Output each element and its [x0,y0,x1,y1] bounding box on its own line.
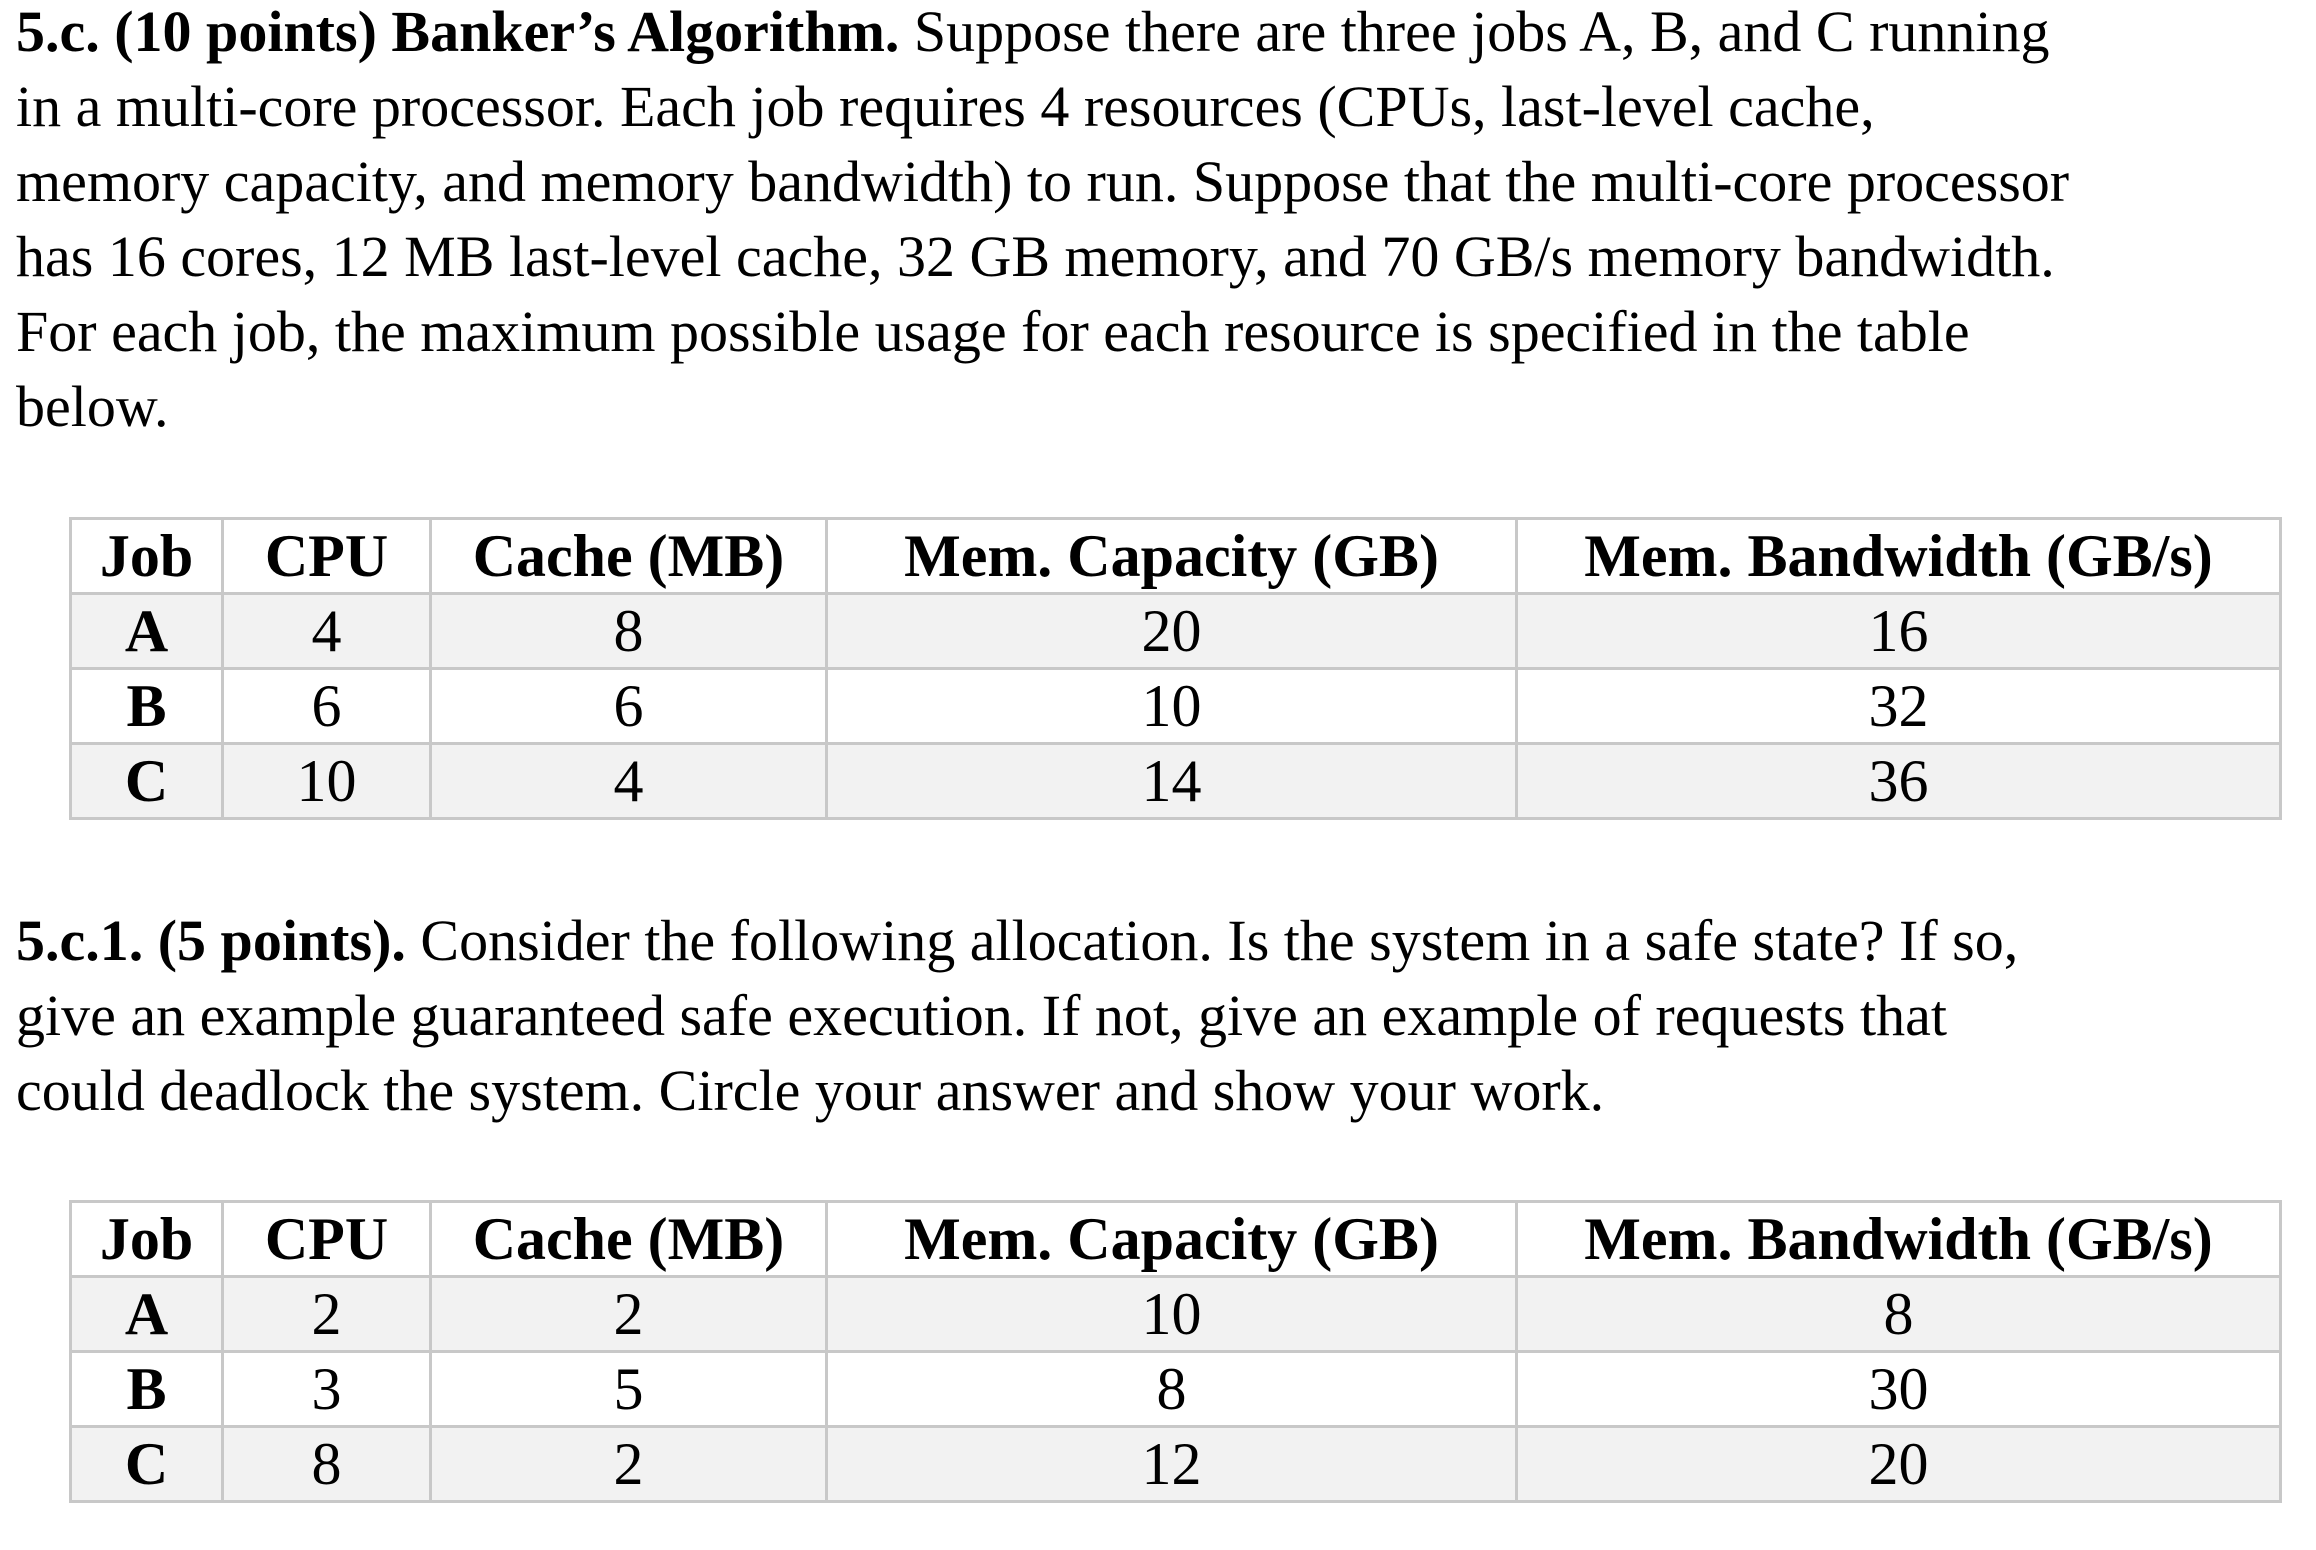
question-heading: 5.c.1. (5 points). [16,908,406,973]
intro-line-3: memory capacity, and memory bandwidth) to run. Suppose that the multi-core processor [16,149,2070,214]
table-header-row [71,1202,2281,1277]
mem-bandwidth-cell: 16 [1517,594,2281,669]
question-line-1 [16,903,2316,978]
max-usage-table [69,517,2282,820]
cache-cell: 2 [431,1277,827,1352]
cache-cell: 8 [431,594,827,669]
cache-cell: 5 [431,1352,827,1427]
cpu-cell: 3 [223,1352,431,1427]
job-cell: B [71,1352,223,1427]
allocation-table [69,1200,2282,1503]
cache-cell: 2 [431,1427,827,1502]
question-line-3: could deadlock the system. Circle your answer and show your work. [16,1058,1605,1123]
job-cell: A [71,1277,223,1352]
question-line-2: give an example guaranteed safe execution. If not, give an example of requests that [16,983,1947,1048]
cpu-cell: 4 [223,594,431,669]
mem-capacity-cell: 12 [827,1427,1517,1502]
header-job: Job [71,519,223,594]
table-header-row [71,519,2281,594]
header-mem-capacity: Mem. Capacity (GB) [827,1202,1517,1277]
question-paragraph [16,903,2316,1128]
intro-line-1 [16,0,2316,69]
mem-bandwidth-cell: 20 [1517,1427,2281,1502]
mem-bandwidth-cell: 32 [1517,669,2281,744]
intro-line-1-text: Suppose there are three jobs A, B, and C running [899,0,2050,64]
table-row [71,1427,2281,1502]
cpu-cell: 6 [223,669,431,744]
mem-capacity-cell: 10 [827,669,1517,744]
header-mem-bandwidth: Mem. Bandwidth (GB/s) [1517,1202,2281,1277]
cache-cell: 6 [431,669,827,744]
table-row [71,1352,2281,1427]
cpu-cell: 2 [223,1277,431,1352]
intro-heading: 5.c. (10 points) Banker’s Algorithm. [16,0,900,64]
mem-capacity-cell: 20 [827,594,1517,669]
intro-line-4: has 16 cores, 12 MB last-level cache, 32 GB memory, and 70 GB/s memory bandwidth. [16,224,2055,289]
header-cpu: CPU [223,519,431,594]
mem-bandwidth-cell: 8 [1517,1277,2281,1352]
cache-cell: 4 [431,744,827,819]
intro-line-6: below. [16,374,169,439]
intro-paragraph [16,0,2316,444]
table-row [71,594,2281,669]
header-cpu: CPU [223,1202,431,1277]
table-row [71,1277,2281,1352]
mem-bandwidth-cell: 30 [1517,1352,2281,1427]
header-mem-capacity: Mem. Capacity (GB) [827,519,1517,594]
mem-bandwidth-cell: 36 [1517,744,2281,819]
table-row [71,744,2281,819]
header-cache: Cache (MB) [431,1202,827,1277]
job-cell: A [71,594,223,669]
job-cell: C [71,1427,223,1502]
mem-capacity-cell: 10 [827,1277,1517,1352]
header-cache: Cache (MB) [431,519,827,594]
question-line-1-text: Consider the following allocation. Is the system in a safe state? If so, [405,908,2019,973]
header-mem-bandwidth: Mem. Bandwidth (GB/s) [1517,519,2281,594]
intro-line-5: For each job, the maximum possible usage for each resource is specified in the table [16,299,1970,364]
mem-capacity-cell: 14 [827,744,1517,819]
header-job: Job [71,1202,223,1277]
table-row [71,669,2281,744]
cpu-cell: 8 [223,1427,431,1502]
job-cell: B [71,669,223,744]
cpu-cell: 10 [223,744,431,819]
intro-line-2: in a multi-core processor. Each job requires 4 resources (CPUs, last-level cache, [16,74,1875,139]
mem-capacity-cell: 8 [827,1352,1517,1427]
job-cell: C [71,744,223,819]
